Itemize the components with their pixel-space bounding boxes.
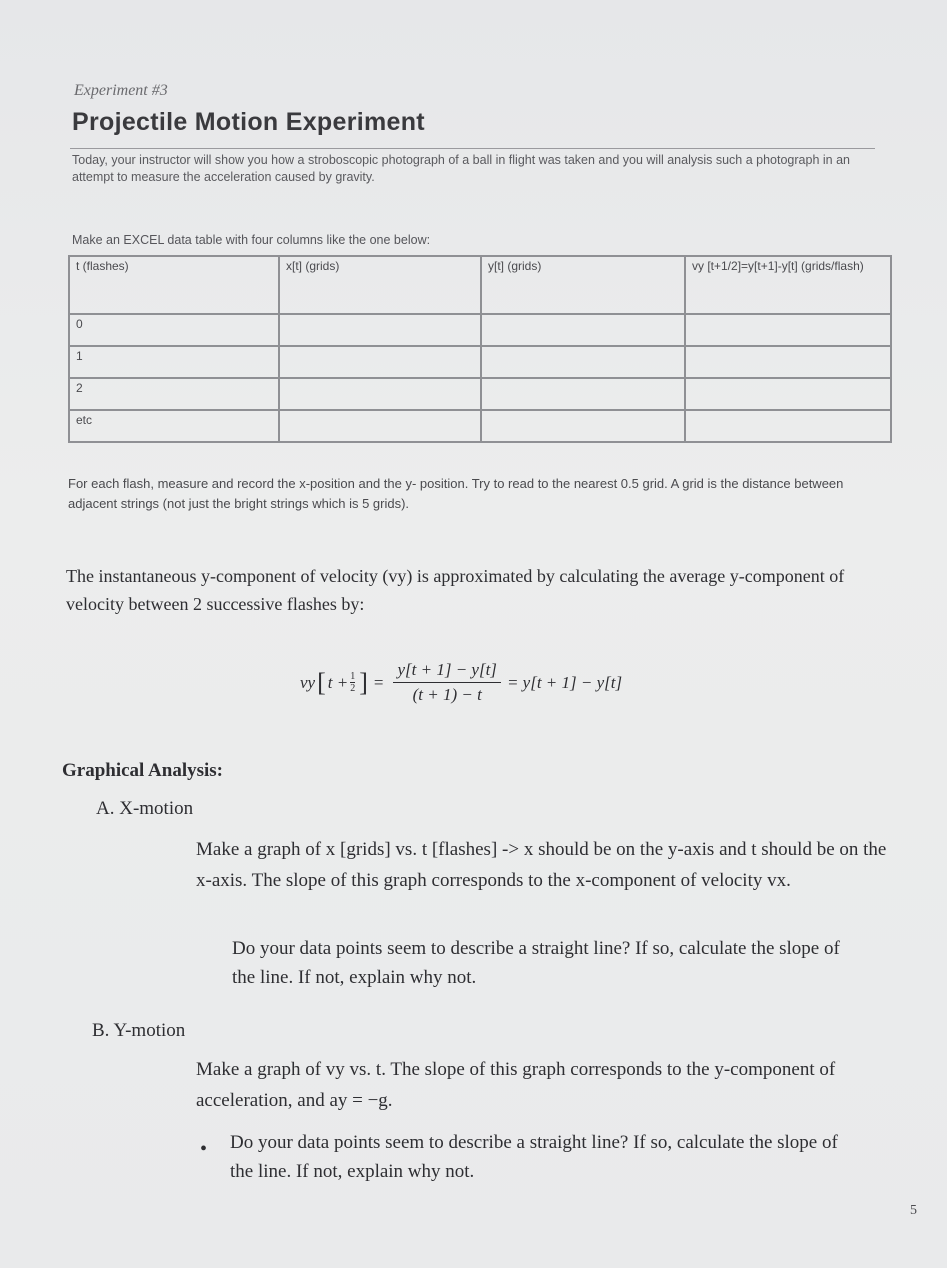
graphical-analysis-heading: Graphical Analysis: [62, 760, 223, 781]
table-cell: 0 [69, 314, 279, 346]
measure-paragraph: For each flash, measure and record the x-position and the y- position. Try to read to the nearest 0.5 grid. A grid is the distance between adjacent strings (not just the bright strings which is 5 grids). [68, 476, 844, 511]
table-cell: 2 [69, 378, 279, 410]
table-row [69, 314, 891, 346]
formula-denominator: (t + 1) − t [412, 685, 482, 704]
data-table [68, 255, 892, 443]
section-b-question: Do your data points seem to describe a straight line? If so, calculate the slope of the line. If not, explain why not. [230, 1132, 838, 1182]
formula-lhs-var: vy [300, 672, 316, 692]
velocity-formula: vy [ t + $\frac{1}{2}$ ] = $\frac{y[t + 1] - y[t]}{(t + 1) - t}$ = y[t + 1] − y[t] [300, 660, 623, 704]
table-row [69, 378, 891, 410]
col-header-vy: vy [t+1/2]=y[t+1]-y[t] (grids/flash) [685, 256, 891, 314]
table-cell [481, 314, 685, 346]
table-cell [279, 378, 481, 410]
formula-fraction [393, 660, 500, 705]
page-number: 5 [910, 1203, 917, 1218]
table-row [69, 346, 891, 378]
col-header-y: y[t] (grids) [481, 256, 685, 314]
velocity-paragraph: The instantaneous y-component of velocity (vy) is approximated by calculating the average y-component of velocity between 2 successive flashes by: [66, 566, 845, 614]
table-cell [685, 378, 891, 410]
experiment-number: Experiment #3 [74, 82, 168, 99]
formula-rhs: = y[t + 1] − y[t] [506, 672, 623, 692]
table-cell [481, 346, 685, 378]
table-header-row [69, 256, 891, 314]
formula-equals: = [373, 672, 384, 692]
table-cell [685, 314, 891, 346]
page-title: Projectile Motion Experiment [72, 108, 425, 136]
table-cell [685, 346, 891, 378]
title-divider [70, 148, 875, 149]
col-header-x: x[t] (grids) [279, 256, 481, 314]
section-a-label: A. X-motion [96, 798, 194, 819]
table-instruction: Make an EXCEL data table with four columns like the one below: [72, 233, 431, 247]
section-a-question: Do your data points seem to describe a straight line? If so, calculate the slope of the line. If not, explain why not. [232, 938, 840, 988]
section-b-body: Make a graph of vy vs. t. The slope of this graph corresponds to the y-component of acceleration, and ay = −g. [196, 1059, 836, 1111]
table-cell: 1 [69, 346, 279, 378]
table-cell [481, 378, 685, 410]
section-b-label: B. Y-motion [92, 1020, 186, 1041]
section-a-body: Make a graph of x [grids] vs. t [flashes] -> x should be on the y-axis and t should be on the x-axis. The slope of this graph corresponds to the x-component of velocity vx. [196, 839, 887, 891]
formula-numerator: y[t + 1] − y[t] [393, 660, 500, 683]
table-cell: etc [69, 410, 279, 442]
bullet-icon: • [200, 1138, 208, 1160]
table-row [69, 410, 891, 442]
table-cell [279, 346, 481, 378]
formula-half: $\frac{1}{2}$ [350, 671, 356, 694]
table-cell [685, 410, 891, 442]
table-cell [481, 410, 685, 442]
col-header-t: t (flashes) [69, 256, 279, 314]
intro-paragraph: Today, your instructor will show you how a stroboscopic photograph of a ball in flight was taken and you will analysis such a photograph in an attempt to measure the acceleration caused by gravity. [72, 153, 850, 184]
table-cell [279, 314, 481, 346]
formula-lhs-arg: t + [327, 672, 349, 692]
table-cell [279, 410, 481, 442]
